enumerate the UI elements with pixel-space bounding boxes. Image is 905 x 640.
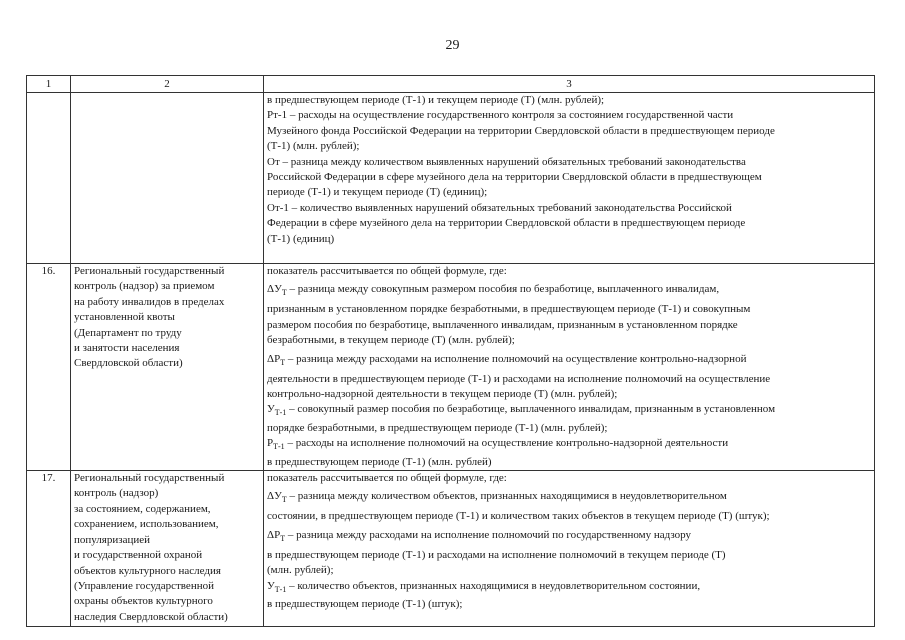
control-name-line: объектов культурного наследия bbox=[74, 564, 221, 577]
description-line: (млн. рублей); bbox=[267, 564, 334, 577]
variable-symbol: $У_{Т-1}$ bbox=[267, 403, 287, 418]
variable-symbol: $\Delta У_Т$ bbox=[267, 490, 287, 505]
control-name-line: установленной квоты bbox=[74, 311, 175, 324]
row-number: 16. bbox=[27, 264, 71, 471]
table-row-16 bbox=[27, 264, 875, 471]
variable-definition: $У_{Т-1}$ – совокупный размер пособия по безработице, выплаченного инвалидам, признанным в установленном bbox=[267, 402, 871, 420]
description-line: размером пособия по безработице, выплаченного инвалидам, признанным в установленном порядке bbox=[267, 318, 738, 331]
indicator-table bbox=[26, 75, 875, 627]
description-line: контрольно-надзорной деятельности в текущем периоде (Т) (млн. рублей); bbox=[267, 388, 618, 401]
description-line: безработными, в текущем периоде (Т) (млн. рублей); bbox=[267, 334, 515, 347]
formula-description-cell bbox=[264, 93, 875, 264]
description-line: порядке безработными, в предшествующем периоде (Т-1) (млн. рублей); bbox=[267, 421, 608, 434]
variable-definition: $\Delta У_Т$ – разница между совокупным размером пособия по безработице, выплаченного инвалидам, bbox=[267, 279, 871, 302]
row-number: 17. bbox=[27, 471, 71, 627]
description-line: Рт-1 – расходы на осуществление государственного контроля за состоянием государственной части bbox=[267, 109, 734, 122]
control-name-line: охраны объектов культурного bbox=[74, 595, 213, 608]
description-line: Российской Федерации в сфере музейного дела на территории Свердловской области в предшествующем bbox=[267, 171, 762, 184]
variable-definition: $У_{Т-1}$ – количество объектов, признанных находящимися в неудовлетворительном состоянии, bbox=[267, 579, 871, 597]
variable-definition: $\Delta Р_Т$ – разница между расходами на исполнение полномочий по государственному надзору bbox=[267, 525, 871, 548]
control-name-line: контроль (надзор) bbox=[74, 487, 159, 500]
variable-symbol: $\Delta У_Т$ bbox=[267, 283, 287, 298]
control-name-line: (Департамент по труду bbox=[74, 326, 182, 339]
control-name-line: контроль (надзор) за приемом bbox=[74, 280, 215, 293]
formula-intro: показатель рассчитывается по общей формуле, где: bbox=[267, 265, 507, 277]
variable-definition: $Р_{Т-1}$ – расходы на исполнение полномочий на осуществление контрольно-надзорной деятельности bbox=[267, 436, 871, 454]
description-line: От-1 – количество выявленных нарушений обязательных требований законодательства Российской bbox=[267, 201, 732, 214]
control-name-line: на работу инвалидов в пределах bbox=[74, 295, 225, 308]
table-row-17 bbox=[27, 471, 875, 627]
variable-definition: $\Delta Р_Т$ – разница между расходами на исполнение полномочий на осуществление контрольно-надзорной bbox=[267, 349, 871, 372]
control-name-cell bbox=[71, 471, 264, 627]
formula-description-cell bbox=[264, 471, 875, 627]
table-header-row bbox=[27, 76, 875, 93]
description-line: деятельности в предшествующем периоде (Т-1) и расходами на исполнение полномочий на осуществление bbox=[267, 372, 771, 385]
description-line: в предшествующем периоде (Т-1) и текущем периоде (Т) (млн. рублей); bbox=[267, 94, 605, 106]
control-name-line: Свердловской области) bbox=[74, 357, 183, 370]
page-number: 29 bbox=[445, 38, 460, 53]
description-line: признанным в установленном порядке безработными, в предшествующем периоде (Т-1) и совокупным bbox=[267, 303, 751, 316]
column-header-3: 3 bbox=[264, 76, 875, 93]
variable-symbol: $\Delta Р_Т$ bbox=[267, 528, 286, 543]
description-line: Музейного фонда Российской Федерации на территории Свердловской области в предшествующем периоде bbox=[267, 124, 775, 137]
description-line: (Т-1) (млн. рублей); bbox=[267, 140, 360, 153]
row-number-cell bbox=[27, 93, 71, 264]
description-line: Федерации в сфере музейного дела на территории Свердловской области в предшествующем периоде bbox=[267, 217, 746, 230]
variable-symbol: $У_{Т-1}$ bbox=[267, 579, 287, 594]
formula-intro: показатель рассчитывается по общей формуле, где: bbox=[267, 472, 507, 485]
column-header-2: 2 bbox=[71, 76, 264, 93]
control-name-line: Региональный государственный bbox=[74, 265, 225, 277]
description-line: в предшествующем периоде (Т-1) (штук); bbox=[267, 598, 463, 611]
column-header-1: 1 bbox=[27, 76, 71, 93]
variable-definition: $\Delta У_Т$ – разница между количеством объектов, признанных находящимися в неудовлетворительном bbox=[267, 486, 871, 509]
description-line: От – разница между количеством выявленных нарушений обязательных требований законодательства bbox=[267, 155, 746, 168]
table-row-continuation bbox=[27, 93, 875, 264]
description-line: в предшествующем периоде (Т-1) и расходами на исполнение полномочий в текущем периоде (Т) bbox=[267, 548, 726, 561]
control-name-line: за состоянием, содержанием, bbox=[74, 502, 211, 515]
description-line: (Т-1) (единиц) bbox=[267, 232, 335, 245]
description-line: состоянии, в предшествующем периоде (Т-1) и количеством таких объектов в текущем периоде (Т) (штук); bbox=[267, 510, 770, 523]
control-name-line: Региональный государственный bbox=[74, 472, 225, 485]
description-line: периоде (Т-1) и текущем периоде (Т) (единиц); bbox=[267, 186, 488, 199]
description-line: в предшествующем периоде (Т-1) (млн. рублей) bbox=[267, 455, 492, 468]
control-name-line: (Управление государственной bbox=[74, 579, 214, 592]
control-name-line: наследия Свердловской области) bbox=[74, 610, 228, 623]
control-name-cell bbox=[71, 93, 264, 264]
control-name-cell bbox=[71, 264, 264, 471]
variable-symbol: $\Delta Р_Т$ bbox=[267, 352, 286, 367]
variable-symbol: $Р_{Т-1}$ bbox=[267, 437, 285, 452]
control-name-line: и государственной охраной bbox=[74, 549, 203, 562]
formula-description-cell bbox=[264, 264, 875, 471]
control-name-line: сохранением, использованием, bbox=[74, 518, 219, 531]
control-name-line: и занятости населения bbox=[74, 342, 180, 355]
control-name-line: популяризацией bbox=[74, 533, 150, 546]
